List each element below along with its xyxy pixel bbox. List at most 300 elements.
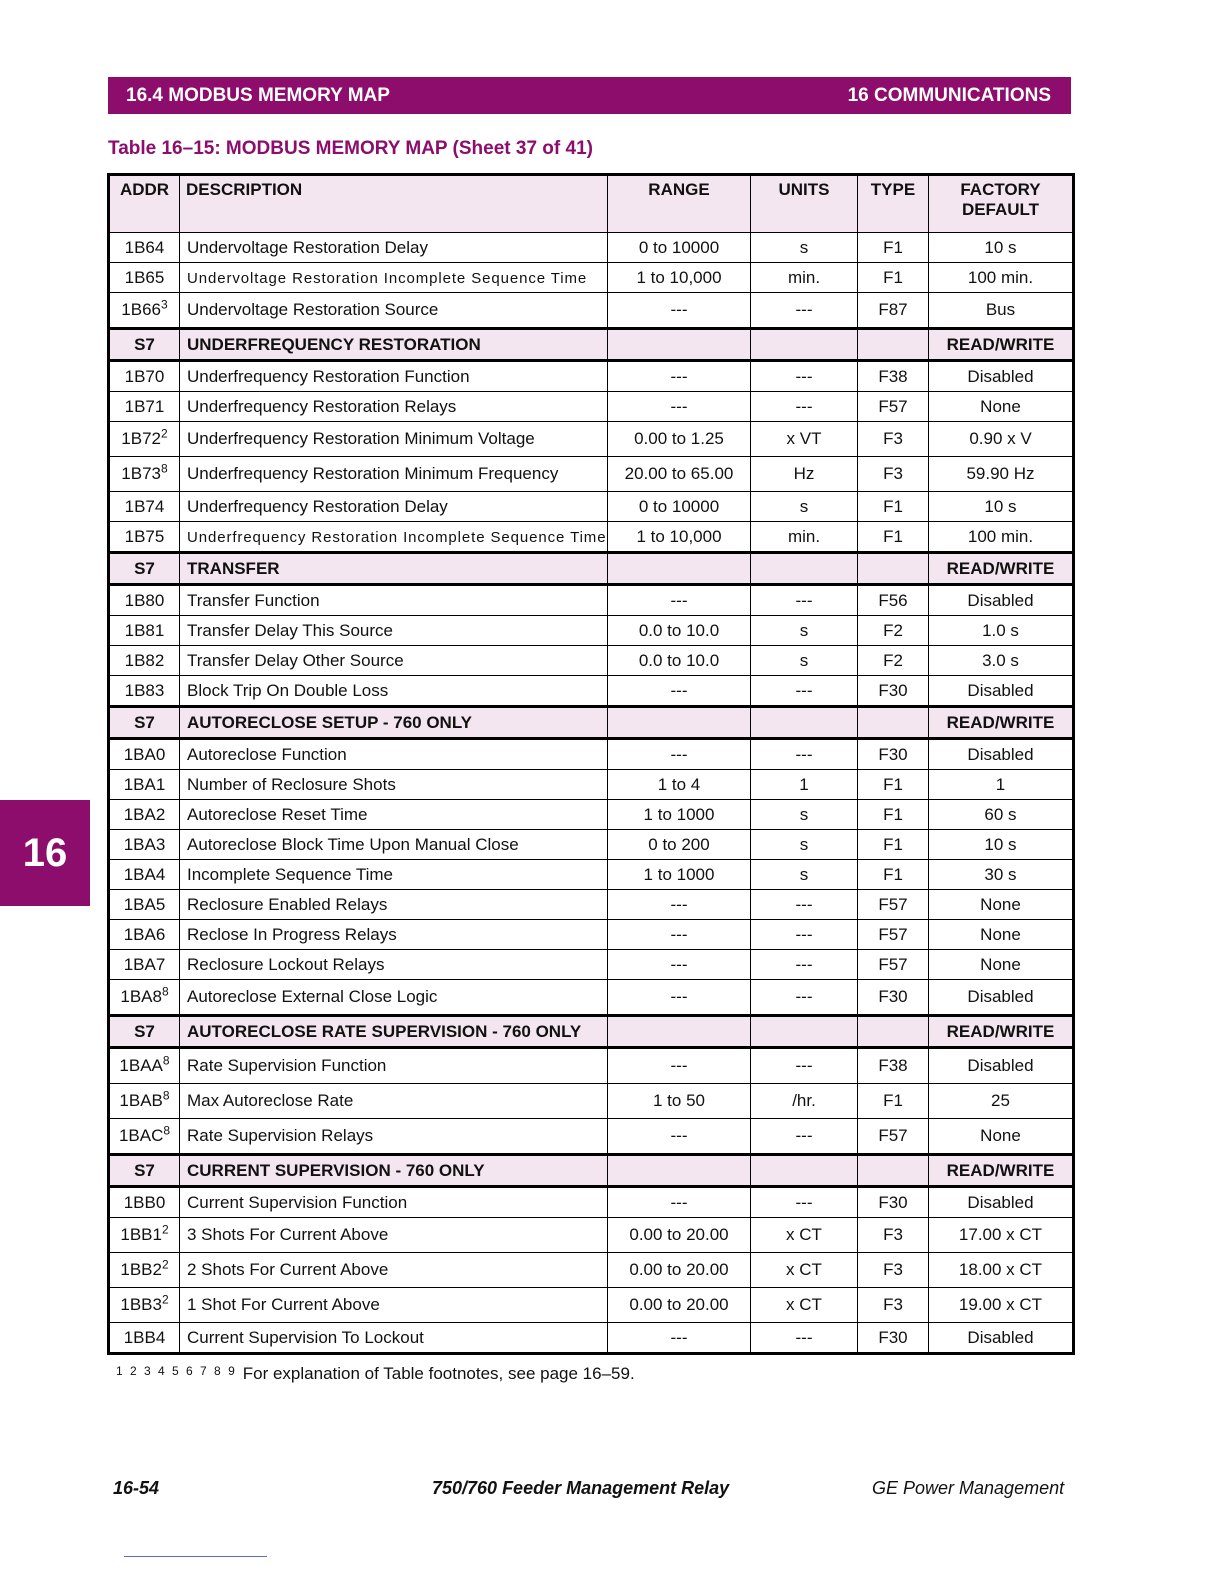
cell-range: --- <box>608 950 751 980</box>
table-row <box>109 392 1074 422</box>
cell-addr <box>109 457 180 492</box>
description-text: Block Trip On Double Loss <box>187 680 389 700</box>
cell-addr <box>109 739 180 770</box>
description-text: Number of Reclosure Shots <box>187 774 396 794</box>
cell-factory-default: 17.00 x CT <box>929 1218 1074 1253</box>
cell-type: F57 <box>858 950 929 980</box>
addr-value: 1BA4 <box>123 864 166 884</box>
addr-value: 1BB4 <box>123 1327 166 1347</box>
cell-units: x VT <box>751 422 858 457</box>
table-row <box>109 361 1074 392</box>
cell-type: F30 <box>858 676 929 707</box>
cell-addr <box>109 1048 180 1084</box>
addr-value: 1B70 <box>124 366 165 386</box>
section-row <box>109 553 1074 585</box>
cell-range: 0.00 to 20.00 <box>608 1218 751 1253</box>
addr-value: 1B82 <box>124 650 165 670</box>
cell-range: 0.00 to 20.00 <box>608 1253 751 1288</box>
cell-factory-default: Disabled <box>929 1323 1074 1354</box>
cell-addr <box>109 890 180 920</box>
table-body <box>109 233 1074 1354</box>
table-row <box>109 1119 1074 1155</box>
description-text: Undervoltage Restoration Incomplete Sequence Time <box>187 269 588 287</box>
table-row <box>109 1048 1074 1084</box>
addr-value: 1B80 <box>124 590 165 610</box>
cell-description <box>180 1218 608 1253</box>
description-text: Undervoltage Restoration Delay <box>187 237 428 257</box>
table-row <box>109 890 1074 920</box>
cell-factory-default: READ/WRITE <box>929 553 1074 585</box>
cell-factory-default: Disabled <box>929 585 1074 616</box>
cell-factory-default: Disabled <box>929 1187 1074 1218</box>
cell-range: --- <box>608 1048 751 1084</box>
cell-range: --- <box>608 1119 751 1155</box>
col-header-units: UNITS <box>751 175 858 233</box>
cell-type: F38 <box>858 361 929 392</box>
cell-description <box>180 1084 608 1119</box>
cell-factory-default: 19.00 x CT <box>929 1288 1074 1323</box>
cell-factory-default: None <box>929 1119 1074 1155</box>
footnote-ref: 8 <box>161 984 169 999</box>
cell-units: x CT <box>751 1253 858 1288</box>
cell-addr <box>109 616 180 646</box>
table-row <box>109 830 1074 860</box>
description-text: Autoreclose Reset Time <box>187 804 368 824</box>
footnote-ref: 2 <box>161 1292 169 1307</box>
description-text: Underfrequency Restoration Delay <box>187 496 448 516</box>
cell-factory-default: READ/WRITE <box>929 707 1074 739</box>
cell-range: 1 to 4 <box>608 770 751 800</box>
addr-value: 1BA7 <box>123 954 166 974</box>
cell-addr <box>109 585 180 616</box>
cell-addr <box>109 329 180 361</box>
cell-description <box>180 293 608 329</box>
description-text: Transfer Function <box>187 590 320 610</box>
table-row <box>109 980 1074 1016</box>
col-header-factory: FACTORY <box>960 180 1041 199</box>
cell-type <box>858 1016 929 1048</box>
cell-units: s <box>751 492 858 522</box>
cell-units: s <box>751 616 858 646</box>
table-row <box>109 1253 1074 1288</box>
cell-addr <box>109 1187 180 1218</box>
footer-page-number: 16-54 <box>113 1478 160 1498</box>
cell-units: --- <box>751 980 858 1016</box>
cell-addr <box>109 1119 180 1155</box>
addr-value: 1B71 <box>124 396 165 416</box>
description-text: TRANSFER <box>187 558 280 578</box>
footnote-ref: 8 <box>162 1088 170 1103</box>
cell-type: F1 <box>858 233 929 263</box>
footnote-ref: 2 <box>161 1222 169 1237</box>
cell-factory-default: Bus <box>929 293 1074 329</box>
cell-units: --- <box>751 585 858 616</box>
cell-range: --- <box>608 392 751 422</box>
cell-units: --- <box>751 676 858 707</box>
cell-addr <box>109 646 180 676</box>
cell-description <box>180 1048 608 1084</box>
cell-description <box>180 553 608 585</box>
cell-factory-default: 100 min. <box>929 522 1074 553</box>
description-text: Transfer Delay This Source <box>187 620 393 640</box>
cell-addr <box>109 422 180 457</box>
cell-description <box>180 860 608 890</box>
cell-type: F3 <box>858 1218 929 1253</box>
cell-range: 1 to 50 <box>608 1084 751 1119</box>
cell-units: --- <box>751 361 858 392</box>
cell-range: --- <box>608 361 751 392</box>
description-text: Underfrequency Restoration Minimum Voltage <box>187 429 535 448</box>
table-title: Table 16–15: MODBUS MEMORY MAP (Sheet 37 of 41) <box>108 138 593 159</box>
cell-factory-default: 1.0 s <box>929 616 1074 646</box>
cell-factory-default: 10 s <box>929 830 1074 860</box>
cell-units: --- <box>751 1187 858 1218</box>
cell-description <box>180 1323 608 1354</box>
description-text: Autoreclose External Close Logic <box>187 987 438 1006</box>
cell-description <box>180 263 608 293</box>
cell-factory-default: 1 <box>929 770 1074 800</box>
table-row <box>109 860 1074 890</box>
table-row <box>109 676 1074 707</box>
description-text: 1 Shot For Current Above <box>187 1295 380 1314</box>
cell-type: F1 <box>858 770 929 800</box>
addr-value: 1BA2 <box>123 804 166 824</box>
cell-description <box>180 422 608 457</box>
cell-description <box>180 392 608 422</box>
section-row <box>109 329 1074 361</box>
cell-type: F30 <box>858 1187 929 1218</box>
col-header-type: TYPE <box>858 175 929 233</box>
description-text: Current Supervision Function <box>187 1192 408 1212</box>
footnote-ref: 8 <box>163 1123 171 1138</box>
footnote-ref: 2 <box>161 426 168 441</box>
description-text: Autoreclose Function <box>187 744 347 764</box>
description-text: Reclose In Progress Relays <box>187 924 397 944</box>
cell-type: F57 <box>858 392 929 422</box>
cell-factory-default: None <box>929 950 1074 980</box>
cell-factory-default: None <box>929 392 1074 422</box>
description-text: 3 Shots For Current Above <box>187 1225 389 1244</box>
cell-type: F57 <box>858 920 929 950</box>
table-row <box>109 1084 1074 1119</box>
cell-units: --- <box>751 920 858 950</box>
cell-range <box>608 329 751 361</box>
cell-units: --- <box>751 739 858 770</box>
cell-factory-default: Disabled <box>929 739 1074 770</box>
cell-addr <box>109 1218 180 1253</box>
modbus-memory-map-table <box>107 173 1075 1355</box>
cell-units: s <box>751 233 858 263</box>
cell-type: F3 <box>858 1253 929 1288</box>
cell-addr <box>109 553 180 585</box>
col-header-description: DESCRIPTION <box>180 175 608 233</box>
table-row <box>109 263 1074 293</box>
description-text: Underfrequency Restoration Minimum Frequency <box>187 464 559 483</box>
cell-units: /hr. <box>751 1084 858 1119</box>
table-row <box>109 950 1074 980</box>
cell-type: F3 <box>858 422 929 457</box>
addr-value: 1BB0 <box>123 1192 166 1212</box>
footnote-ref: 8 <box>162 1053 170 1068</box>
cell-description <box>180 457 608 492</box>
cell-factory-default: 3.0 s <box>929 646 1074 676</box>
cell-units: min. <box>751 263 858 293</box>
cell-addr <box>109 770 180 800</box>
cell-units: --- <box>751 392 858 422</box>
cell-units <box>751 329 858 361</box>
cell-type: F2 <box>858 646 929 676</box>
cell-factory-default: None <box>929 920 1074 950</box>
addr-value: 1BA6 <box>123 924 166 944</box>
description-text: Incomplete Sequence Time <box>187 864 394 884</box>
description-text: AUTORECLOSE RATE SUPERVISION - 760 ONLY <box>187 1021 582 1041</box>
cell-units: --- <box>751 1048 858 1084</box>
cell-description <box>180 329 608 361</box>
cell-factory-default: 18.00 x CT <box>929 1253 1074 1288</box>
table-row <box>109 1288 1074 1323</box>
cell-description <box>180 800 608 830</box>
addr-value: 1BAC <box>118 1126 164 1145</box>
section-row <box>109 1155 1074 1187</box>
cell-type: F30 <box>858 1323 929 1354</box>
cell-addr <box>109 1288 180 1323</box>
cell-range: --- <box>608 293 751 329</box>
cell-addr <box>109 263 180 293</box>
cell-factory-default: READ/WRITE <box>929 329 1074 361</box>
cell-range: --- <box>608 1323 751 1354</box>
addr-value: 1BB1 <box>120 1225 162 1244</box>
cell-factory-default: 59.90 Hz <box>929 457 1074 492</box>
table-header-row <box>109 175 1074 233</box>
addr-value: S7 <box>134 712 155 732</box>
cell-range <box>608 707 751 739</box>
cell-type <box>858 1155 929 1187</box>
cell-addr <box>109 522 180 553</box>
table-row <box>109 422 1074 457</box>
description-text: Rate Supervision Function <box>187 1056 387 1075</box>
description-text: Undervoltage Restoration Source <box>187 300 439 319</box>
cell-type <box>858 553 929 585</box>
cell-addr <box>109 1155 180 1187</box>
description-text: CURRENT SUPERVISION - 760 ONLY <box>187 1160 485 1180</box>
cell-type: F56 <box>858 585 929 616</box>
cell-description <box>180 1187 608 1218</box>
cell-description <box>180 646 608 676</box>
cell-units <box>751 553 858 585</box>
cell-addr <box>109 233 180 263</box>
cell-type: F1 <box>858 830 929 860</box>
table-row <box>109 522 1074 553</box>
cell-range: 0.0 to 10.0 <box>608 616 751 646</box>
description-text: Underfrequency Restoration Incomplete Sequence Time <box>187 528 607 546</box>
cell-description <box>180 233 608 263</box>
cell-description <box>180 707 608 739</box>
cell-type: F3 <box>858 457 929 492</box>
cell-range: --- <box>608 1187 751 1218</box>
table-row <box>109 457 1074 492</box>
table-row <box>109 1323 1074 1354</box>
cell-type: F1 <box>858 800 929 830</box>
cell-factory-default: READ/WRITE <box>929 1016 1074 1048</box>
cell-factory-default: 30 s <box>929 860 1074 890</box>
description-text: Current Supervision To Lockout <box>187 1327 424 1347</box>
cell-type: F30 <box>858 739 929 770</box>
description-text: AUTORECLOSE SETUP - 760 ONLY <box>187 712 472 732</box>
cell-range: --- <box>608 890 751 920</box>
addr-value: S7 <box>134 1021 155 1041</box>
cell-addr <box>109 1084 180 1119</box>
col-header-factory-default <box>929 175 1074 233</box>
cell-description <box>180 585 608 616</box>
cell-description <box>180 830 608 860</box>
addr-value: S7 <box>134 558 155 578</box>
cell-addr <box>109 1323 180 1354</box>
cell-description <box>180 1288 608 1323</box>
cell-range: --- <box>608 585 751 616</box>
cell-units <box>751 1155 858 1187</box>
cell-type: F2 <box>858 616 929 646</box>
addr-value: 1BB3 <box>120 1295 162 1314</box>
divider <box>124 1556 267 1557</box>
cell-description <box>180 1155 608 1187</box>
cell-factory-default: 10 s <box>929 233 1074 263</box>
cell-units: --- <box>751 950 858 980</box>
cell-units: s <box>751 830 858 860</box>
cell-type: F3 <box>858 1288 929 1323</box>
addr-value: 1B72 <box>121 429 161 448</box>
cell-type: F38 <box>858 1048 929 1084</box>
cell-range: --- <box>608 739 751 770</box>
header-chapter: 16 COMMUNICATIONS <box>847 84 1051 106</box>
cell-range: 0.00 to 20.00 <box>608 1288 751 1323</box>
cell-factory-default: Disabled <box>929 676 1074 707</box>
cell-range: --- <box>608 920 751 950</box>
cell-description <box>180 522 608 553</box>
description-text: Transfer Delay Other Source <box>187 650 404 670</box>
cell-range: 0.00 to 1.25 <box>608 422 751 457</box>
cell-range: --- <box>608 980 751 1016</box>
footnote-ref: 3 <box>161 297 168 312</box>
addr-value: S7 <box>134 1160 155 1180</box>
cell-type: F1 <box>858 492 929 522</box>
addr-value: 1BB2 <box>120 1260 162 1279</box>
cell-units: --- <box>751 1119 858 1155</box>
table-row <box>109 646 1074 676</box>
cell-factory-default: 10 s <box>929 492 1074 522</box>
cell-addr <box>109 707 180 739</box>
table-row <box>109 492 1074 522</box>
cell-description <box>180 1016 608 1048</box>
addr-value: S7 <box>134 334 155 354</box>
cell-range: 0.0 to 10.0 <box>608 646 751 676</box>
cell-range: 1 to 10,000 <box>608 522 751 553</box>
table-row <box>109 1187 1074 1218</box>
cell-units <box>751 707 858 739</box>
col-header-range: RANGE <box>608 175 751 233</box>
description-text: Max Autoreclose Rate <box>187 1091 354 1110</box>
footer-company: GE Power Management <box>872 1478 1065 1498</box>
cell-range: 20.00 to 65.00 <box>608 457 751 492</box>
cell-factory-default: Disabled <box>929 361 1074 392</box>
cell-addr <box>109 361 180 392</box>
addr-value: 1BAB <box>119 1091 163 1110</box>
description-text: Reclosure Enabled Relays <box>187 894 388 914</box>
cell-description <box>180 616 608 646</box>
cell-factory-default: 25 <box>929 1084 1074 1119</box>
addr-value: 1B64 <box>124 237 165 257</box>
cell-description <box>180 920 608 950</box>
cell-type: F57 <box>858 1119 929 1155</box>
description-text: Underfrequency Restoration Relays <box>187 396 457 416</box>
cell-units: Hz <box>751 457 858 492</box>
cell-addr <box>109 392 180 422</box>
cell-addr <box>109 950 180 980</box>
addr-value: 1B83 <box>124 680 165 700</box>
cell-description <box>180 1119 608 1155</box>
chapter-tab: 16 <box>0 800 90 906</box>
col-header-addr: ADDR <box>109 175 180 233</box>
cell-type: F1 <box>858 1084 929 1119</box>
description-text: 2 Shots For Current Above <box>187 1260 389 1279</box>
cell-description <box>180 980 608 1016</box>
cell-description <box>180 676 608 707</box>
addr-value: 1B65 <box>124 267 165 287</box>
cell-description <box>180 492 608 522</box>
cell-units: s <box>751 646 858 676</box>
cell-factory-default: None <box>929 890 1074 920</box>
cell-type <box>858 329 929 361</box>
page-header <box>108 77 1071 114</box>
cell-units: s <box>751 800 858 830</box>
cell-type: F30 <box>858 980 929 1016</box>
cell-range <box>608 1155 751 1187</box>
footnote-ref: 2 <box>161 1257 169 1272</box>
cell-factory-default: 100 min. <box>929 263 1074 293</box>
addr-value: 1BA8 <box>120 987 162 1006</box>
cell-type: F1 <box>858 522 929 553</box>
table-row <box>109 293 1074 329</box>
cell-type <box>858 707 929 739</box>
section-row <box>109 707 1074 739</box>
addr-value: 1B73 <box>121 464 161 483</box>
addr-value: 1BA1 <box>123 774 166 794</box>
addr-value: 1B66 <box>121 300 161 319</box>
cell-addr <box>109 492 180 522</box>
cell-description <box>180 1253 608 1288</box>
cell-range <box>608 553 751 585</box>
cell-range: 0 to 10000 <box>608 492 751 522</box>
cell-range: 1 to 1000 <box>608 860 751 890</box>
cell-description <box>180 770 608 800</box>
table-row <box>109 233 1074 263</box>
footnote-markers: 1 2 3 4 5 6 7 8 9 <box>116 1364 237 1378</box>
addr-value: 1B81 <box>124 620 165 640</box>
cell-factory-default: 60 s <box>929 800 1074 830</box>
cell-type: F57 <box>858 890 929 920</box>
footer-title: 750/760 Feeder Management Relay <box>432 1478 730 1498</box>
addr-value: 1B75 <box>124 526 165 546</box>
cell-addr <box>109 980 180 1016</box>
table-row <box>109 616 1074 646</box>
cell-description <box>180 950 608 980</box>
cell-description <box>180 361 608 392</box>
footnote-text: For explanation of Table footnotes, see page 16–59. <box>242 1364 635 1383</box>
table-row <box>109 800 1074 830</box>
table-row <box>109 585 1074 616</box>
cell-units: x CT <box>751 1288 858 1323</box>
col-header-default: DEFAULT <box>961 200 1040 219</box>
cell-addr <box>109 676 180 707</box>
